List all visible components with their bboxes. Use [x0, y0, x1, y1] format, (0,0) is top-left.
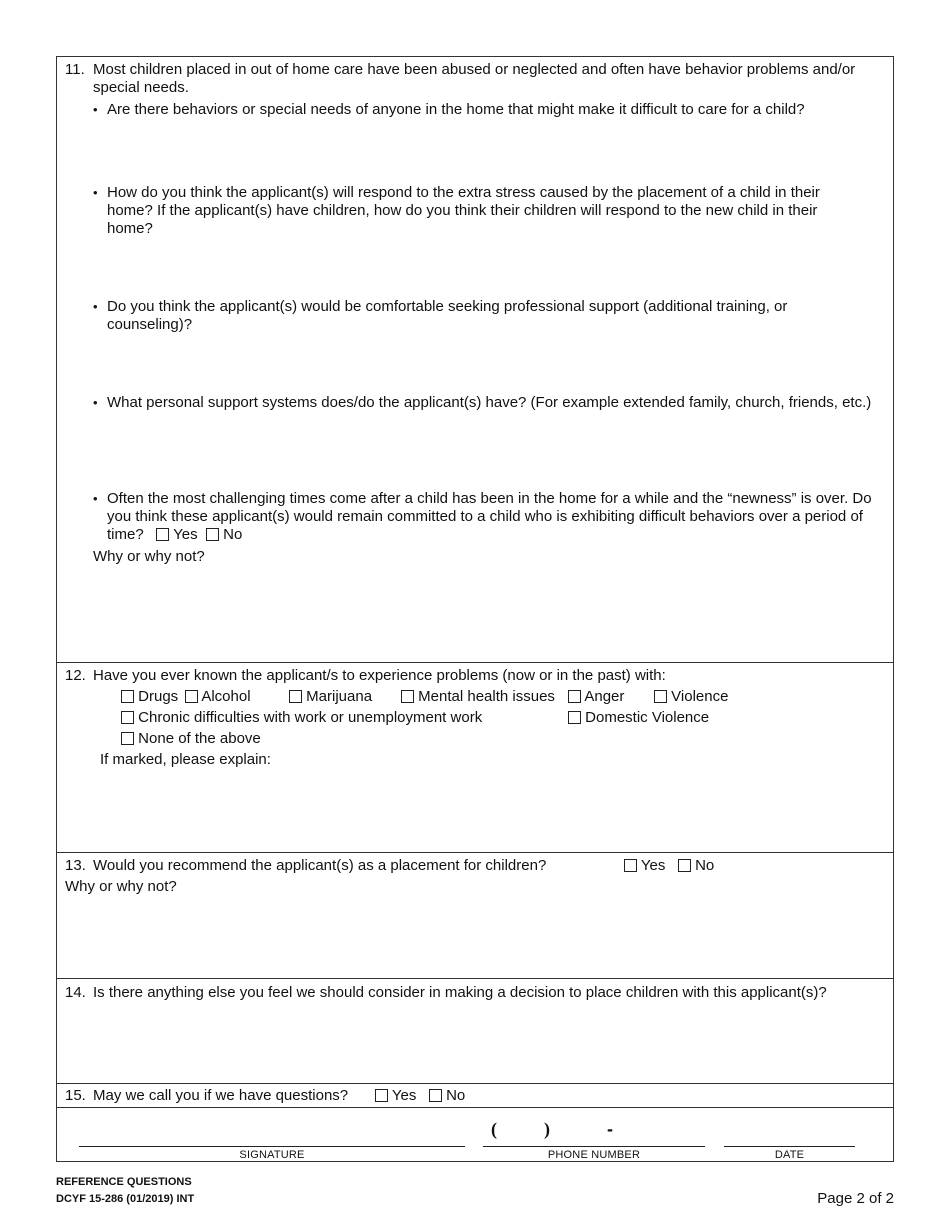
question-13-yes-no: [624, 857, 714, 875]
question-11-yes-checkbox[interactable]: [156, 528, 169, 541]
signature-line[interactable]: [79, 1146, 465, 1147]
phone-number-line[interactable]: [483, 1146, 705, 1147]
mental-health-label: Mental health issues: [418, 688, 555, 705]
alcohol-label: Alcohol: [201, 688, 251, 705]
question-12-text: Have you ever known the applicant/s to experience problems (now or in the past) with:: [93, 667, 666, 684]
phone-close-paren: ): [544, 1119, 550, 1139]
form-code: DCYF 15-286 (01/2019) INT: [56, 1193, 195, 1205]
date-line[interactable]: [724, 1146, 855, 1147]
question-11-text: Most children placed in out of home care have been abused or neglected and often have behavior problems and/or special needs.: [93, 61, 856, 96]
none-label: None of the above: [138, 730, 261, 747]
question-11-no-checkbox[interactable]: [206, 528, 219, 541]
question-13-no-checkbox[interactable]: [678, 859, 691, 872]
page-number: Page 2 of 2: [817, 1190, 894, 1207]
option-chronic: [121, 709, 482, 727]
drugs-checkbox[interactable]: [121, 690, 134, 703]
question-15-yes-no: [375, 1087, 465, 1105]
reference-form: [56, 56, 894, 1162]
marijuana-label: Marijuana: [306, 688, 373, 705]
question-11-number: 11.: [65, 61, 85, 78]
phone-dash: -: [607, 1119, 613, 1139]
mental-health-checkbox[interactable]: [401, 690, 414, 703]
domestic-violence-checkbox[interactable]: [568, 711, 581, 724]
marijuana-checkbox[interactable]: [289, 690, 302, 703]
option-domestic-violence: [568, 709, 709, 727]
date-caption: DATE: [774, 1149, 805, 1161]
question-15-no-label: No: [446, 1087, 466, 1104]
option-drugs: [121, 688, 178, 706]
none-checkbox[interactable]: [121, 732, 134, 745]
question-11-yes-label: Yes: [173, 526, 198, 543]
question-11-section: 11. Most children placed in out of home care have been abused or neglected and often have behavior problems and/or special needs. • Are there behaviors or special needs of anyone in the home that might make it difficult to care for a child? • How do you think the applicant(s) will respond to the extra stress caused by the placement of a child in their home? If the applicant(s) have children, how do you think their children will respond to the new child in their home? • Do you think the applicant(s) would be comfortable seeking professional support (additional training, or counseling)? • What personal support systems does/do the applicant(s) have? (For example extended family, church, friends, etc.) • Often the most challenging times come after a child has been in the home for a while and the “newness” is over. Do you think these applicant(s) would remain committed to a child who is exhibiting difficult behaviors over a period of time? Yes No Why or why not?: [57, 57, 893, 663]
alcohol-checkbox[interactable]: [185, 690, 198, 703]
anger-label: Anger: [584, 688, 625, 705]
question-13-number: 13.: [65, 857, 86, 874]
form-title: REFERENCE QUESTIONS: [56, 1176, 192, 1188]
option-anger: [568, 688, 624, 706]
chronic-checkbox[interactable]: [121, 711, 134, 724]
option-violence: [654, 688, 728, 706]
violence-label: Violence: [671, 688, 729, 705]
anger-checkbox[interactable]: [568, 690, 581, 703]
phone-open-paren: (: [491, 1119, 497, 1139]
question-14-section: [57, 979, 893, 1084]
option-none: [121, 730, 261, 748]
question-15-number: 15.: [65, 1087, 86, 1104]
domestic-violence-label: Domestic Violence: [585, 709, 710, 726]
option-marijuana: [289, 688, 372, 706]
drugs-label: Drugs: [138, 688, 179, 705]
form-footer: [56, 1174, 194, 1208]
question-15-yes-label: Yes: [391, 1087, 417, 1104]
question-14-text: Is there anything else you feel we should consider in making a decision to place children with this applicant(s)?: [93, 984, 827, 1001]
question-13-text: Would you recommend the applicant(s) as a placement for children?: [93, 857, 547, 874]
signature-row: [57, 1108, 893, 1162]
question-15-text: May we call you if we have questions?: [93, 1087, 349, 1104]
question-13-yes-checkbox[interactable]: [624, 859, 637, 872]
violence-checkbox[interactable]: [654, 690, 667, 703]
question-12-section: [57, 663, 893, 853]
question-15-yes-checkbox[interactable]: [375, 1089, 388, 1102]
question-13-why-label: Why or why not?: [65, 878, 177, 895]
question-15-section: [57, 1084, 893, 1108]
question-13-no-label: No: [695, 857, 715, 874]
question-11-why-label: Why or why not?: [93, 548, 205, 565]
question-13-yes-label: Yes: [640, 857, 666, 874]
signature-caption: SIGNATURE: [239, 1149, 305, 1161]
option-mental-health: [401, 688, 555, 706]
chronic-label: Chronic difficulties with work or unemployment work: [138, 709, 483, 726]
question-11-bullet-5-text: Often the most challenging times come after a child has been in the home for a while and the “newness” is over. Do you think these applicant(s) would remain committed to a child who is exhibiting difficult behaviors over a period of time?: [107, 490, 872, 543]
phone-number-caption: PHONE NUMBER: [547, 1149, 641, 1161]
question-11-no-label: No: [223, 526, 243, 543]
question-13-section: [57, 853, 893, 979]
question-15-no-checkbox[interactable]: [429, 1089, 442, 1102]
question-14-number: 14.: [65, 984, 86, 1001]
option-alcohol: [185, 688, 251, 706]
question-12-explain-label: If marked, please explain:: [100, 751, 271, 768]
question-12-number: 12.: [65, 667, 86, 684]
